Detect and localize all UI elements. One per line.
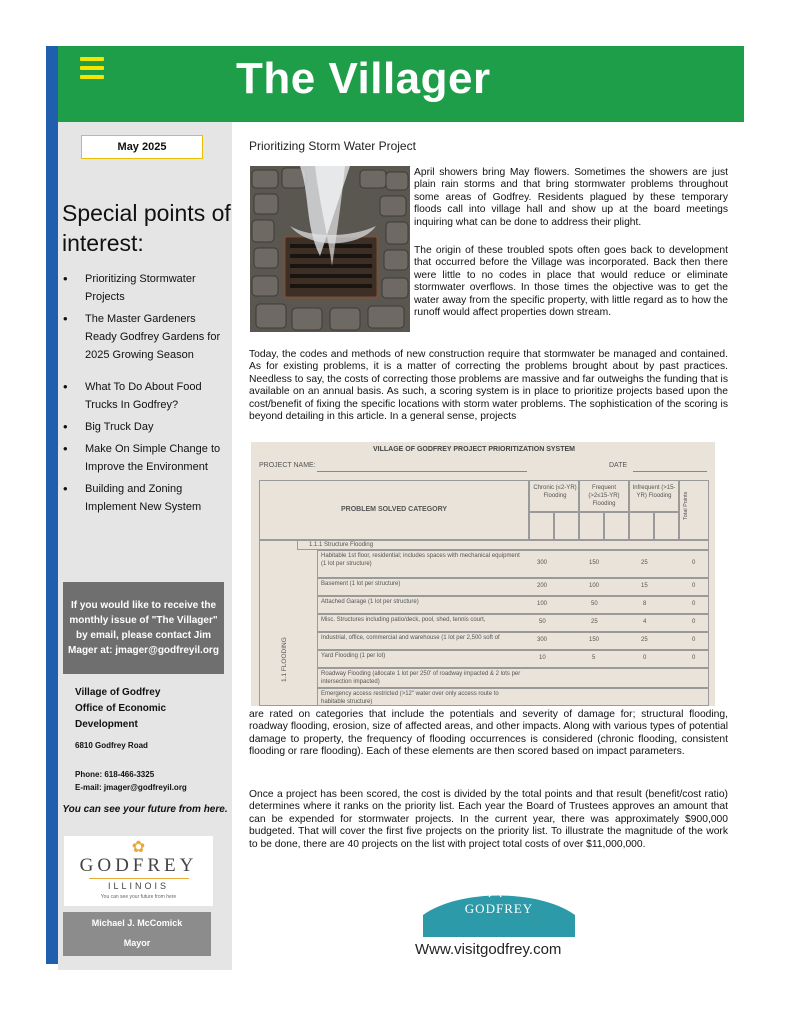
form-row-label: Misc. Structures including patio/deck, pool, shed, tennis court, [321, 617, 486, 623]
prioritization-form-image [251, 442, 715, 706]
form-row-infrequent: 8 [643, 601, 647, 607]
paragraph: Once a project has been scored, the cost is divided by the total points and that result (benefit/cost ratio) determines where it ranks on the priority list. Each year the Board of Trustees approves an amount that can be expended for stormwater projects. In the current year, there was approximately $900,000 budgeted. That will cover the first five projects on the priority list. To illustrate the magnitude of the work to be done, there are 40 projects on the list with project total costs of over $11,000,000. [249, 789, 728, 850]
form-category-header: PROBLEM SOLVED CATEGORY [341, 506, 448, 513]
form-row-frequent: 25 [591, 619, 598, 625]
form-side-label: 1.1 FLOODING [281, 637, 288, 682]
form-row-total: 0 [692, 560, 696, 566]
logo-state: ILLINOIS [107, 881, 169, 891]
godfrey-logo [64, 836, 213, 906]
mayor-box [63, 912, 211, 956]
form-row-chronic: 50 [539, 619, 546, 625]
special-points-heading: Special points of interest: [62, 200, 231, 256]
form-row-total: 0 [692, 601, 696, 607]
contact-email: E-mail: jmager@godfreyil.org [75, 783, 187, 792]
logo-word: GODFREY [79, 855, 198, 876]
form-row-label: Roadway Flooding (allocate 1 lot per 250' of roadway impacted & 2 lots per intersection impacted) [321, 671, 521, 685]
visit-logo-text: GODFREY [464, 901, 534, 916]
form-row-label: Yard Flooding (1 per lot) [321, 653, 386, 659]
form-row-total: 0 [692, 619, 696, 625]
list-item: • What To Do About Food Trucks In Godfrey? [62, 378, 228, 414]
form-col-infrequent: Infrequent (>15-YR) Flooding [632, 485, 676, 499]
paragraph: The origin of these troubled spots often goes back to development that occurred before the Village was incorporated. Back then there were little to no codes in place that would reduce or eliminate stormwater overflows. In those times the objective was to get the water away from the specific property, with little regard as to how the runoff would affect properties down stream. [414, 245, 728, 319]
list-item: • Prioritizing Stormwater Projects [62, 270, 228, 306]
form-project-name: PROJECT NAME: [259, 462, 316, 469]
paragraph: are rated on categories that include the potentials and severity of damage for; structural flooding, roadway flooding, erosion, size of affected areas, and other impacts. Along with various types of potential damage to property, the frequency of flooding occurrences is considered (chronic flooding, consistent flooding or rare flooding). Each of these elements are then scored based on impact parameters. [249, 709, 728, 758]
storm-drain-photo [250, 166, 410, 332]
mayor-name: Michael J. McComick [91, 918, 183, 928]
visit-godfrey-logo [419, 885, 579, 937]
form-row-infrequent: 25 [641, 560, 648, 566]
list-item: • Make On Simple Change to Improve the Environment [62, 440, 228, 476]
form-row-label: Emergency access restricted (>12" water over only access route to habitable structure) [321, 691, 499, 705]
form-row-frequent: 5 [592, 655, 596, 661]
org-line: Village of Godfrey [75, 687, 161, 698]
form-row-frequent: 50 [591, 601, 598, 607]
form-row-chronic: 300 [537, 560, 548, 566]
form-row-chronic: 300 [537, 637, 548, 643]
form-col-frequent: Frequent (>2≤15-YR) Flooding [588, 485, 620, 507]
future-tagline: You can see your future from here. [62, 804, 228, 815]
form-date: DATE [609, 462, 628, 469]
leaf-icon: ✿ [131, 839, 146, 856]
form-row-infrequent: 0 [643, 655, 647, 661]
contact-phone: Phone: 618-466-3325 [75, 770, 155, 779]
newsletter-title: The Villager [236, 54, 491, 103]
form-row-label: Basement (1 lot per structure) [321, 581, 401, 587]
article-title: Prioritizing Storm Water Project [249, 139, 416, 153]
form-col-chronic: Chronic (≤2-YR) Flooding [533, 485, 577, 499]
menu-icon [80, 57, 104, 79]
form-row-infrequent: 15 [641, 583, 648, 589]
contact-address: 6810 Godfrey Road [75, 741, 148, 750]
left-accent-rail [46, 46, 58, 964]
form-row-total: 0 [692, 655, 696, 661]
logo-tagline: You can see your future from here [100, 894, 177, 900]
list-item: • Building and Zoning Implement New System [62, 480, 228, 516]
form-title: VILLAGE OF GODFREY PROJECT PRIORITIZATION SYSTEM [373, 446, 575, 453]
form-row-label: Habitable 1st floor, residential; includes spaces with mechanical equipment (1 lot per structure) [321, 553, 520, 567]
form-row-label: Attached Garage (1 lot per structure) [321, 599, 419, 605]
form-row-chronic: 200 [537, 583, 548, 589]
subscribe-notice: If you would like to receive the monthly issue of "The Villager" by email, please contact Jim Mager at: jmager@godfreyil.org [63, 582, 224, 674]
special-points-list [62, 270, 228, 520]
form-row-label: Industrial, office, commercial and warehouse (1 lot per 2,500 soft of [321, 635, 500, 641]
list-item: • Big Truck Day [62, 418, 228, 436]
form-row-infrequent: 4 [643, 619, 647, 625]
form-row-total: 0 [692, 637, 696, 643]
list-item: • The Master Gardeners Ready Godfrey Gardens for 2025 Growing Season [62, 310, 228, 364]
form-col-total: Total Points [683, 491, 689, 520]
form-row-chronic: 100 [537, 601, 548, 607]
paragraph: Today, the codes and methods of new construction require that stormwater be managed and contained. As for existing problems, it is a matter of correcting the problems brought about by past practices. Needless to say, the costs of correcting those problems are massive and far outweighs the funding that is available on an annual basis. As such, a scoring system is in place to prioritize projects based upon the cost/benefit of fixing the specific locations with storm water problems. The sophistication of the scoring is beyond detailing in this article. In a general sense, projects [249, 349, 728, 423]
org-line: Development [75, 719, 138, 730]
mayor-title: Mayor [123, 938, 151, 948]
form-row-infrequent: 25 [641, 637, 648, 643]
paragraph: April showers bring May flowers. Sometimes the showers are just plain rain storms and that bring stormwater problems throughout some areas of Godfrey. Residents plagued by these temporary floods call into village hall and show up at the board meetings inquiring what can be done to address their plight. [414, 167, 728, 228]
website-link[interactable]: Www.visitgodfrey.com [415, 941, 562, 958]
form-row-chronic: 10 [539, 655, 546, 661]
form-row-total: 0 [692, 583, 696, 589]
form-row-frequent: 100 [589, 583, 600, 589]
issue-date: May 2025 [81, 135, 203, 159]
contact-block [75, 685, 225, 794]
org-line: Office of Economic [75, 703, 167, 714]
form-row-label: 1.1.1 Structure Flooding [309, 542, 374, 548]
form-row-frequent: 150 [589, 560, 600, 566]
form-row-frequent: 150 [589, 637, 600, 643]
